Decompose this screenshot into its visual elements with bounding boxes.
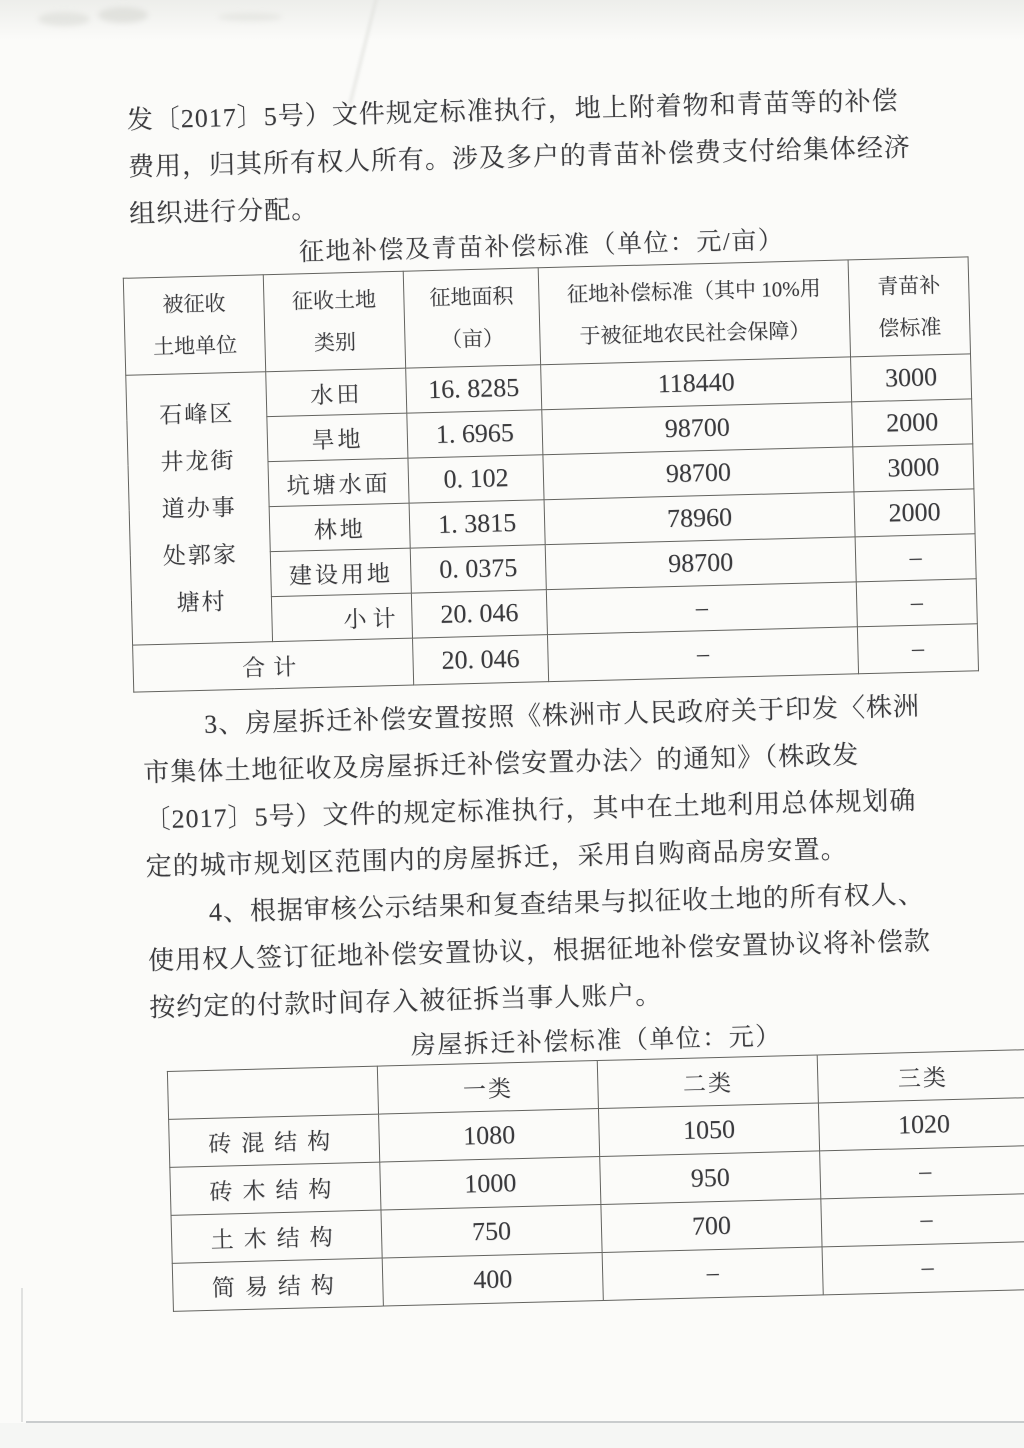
table-cell: – — [856, 579, 977, 627]
column-header-class3: 三类 — [817, 1050, 1024, 1103]
column-header-class1: 一类 — [377, 1061, 598, 1115]
table-cell: 98700 — [545, 537, 856, 590]
table-cell: 98700 — [542, 402, 853, 455]
subtotal-label-cell: 小计 — [271, 593, 412, 642]
structure-type-cell: 简易结构 — [172, 1258, 383, 1311]
table-cell: 16. 8285 — [406, 365, 542, 413]
table-cell: 750 — [381, 1204, 602, 1258]
table-cell: 118440 — [541, 357, 852, 410]
table-cell: 78960 — [544, 492, 855, 545]
house-compensation-table-title: 房屋拆迁补偿标准（单位：元） — [410, 1023, 783, 1060]
table-cell: 950 — [600, 1151, 821, 1205]
table-cell: 700 — [601, 1199, 822, 1253]
table-cell: – — [547, 627, 858, 682]
table-cell: 3000 — [853, 444, 974, 492]
table-cell: 坑塘水面 — [268, 458, 409, 507]
table-cell: 1020 — [818, 1098, 1024, 1151]
paragraph-line: 4、根据审核公示结果和复查结果与拟征收土地的所有权人、 — [208, 879, 926, 927]
paragraph-line: 组织进行分配。 — [128, 194, 319, 229]
land-compensation-table — [123, 256, 979, 692]
paragraph-4 — [132, 868, 1024, 1032]
table-cell: – — [821, 1194, 1024, 1247]
column-header-category: 征收土地 类别 — [263, 271, 405, 372]
table-cell: – — [857, 624, 978, 674]
table-cell: 400 — [382, 1252, 603, 1306]
structure-type-cell: 砖混结构 — [169, 1114, 380, 1167]
scan-top-shadow — [0, 0, 1024, 40]
paragraph-line: 费用，归其所有权人所有。涉及多户的青苗补偿费支付给集体经济 — [127, 132, 912, 182]
village-group-cell: 石峰区 井龙街 道办事 处郭家 塘村 — [126, 372, 273, 645]
table-cell: 2000 — [852, 399, 973, 447]
structure-type-cell: 砖木结构 — [170, 1162, 381, 1215]
table-cell: 1. 6965 — [407, 410, 543, 458]
paragraph-line: 按约定的付款时间存入被征拆当事人账户。 — [148, 980, 663, 1023]
paragraph-line: 发〔2017〕5号）文件规定标准执行，地上附着物和青苗等的补偿 — [126, 86, 899, 135]
paragraph-line: 〔2017〕5号）文件的规定标准执行，其中在土地利用总体规划确 — [144, 785, 917, 835]
table-cell: 20. 046 — [411, 590, 547, 638]
column-header-class2: 二类 — [597, 1055, 818, 1109]
house-compensation-table — [167, 1049, 1024, 1312]
paragraph-line: 定的城市规划区范围内的房屋拆迁，采用自购商品房安置。 — [145, 834, 848, 882]
table-cell: 0. 102 — [408, 455, 544, 503]
intro-paragraph — [112, 66, 1015, 238]
column-header-standard: 征地补偿标准（其中 10%用 于被征地农民社会保障） — [538, 260, 850, 365]
scan-smudge — [38, 12, 90, 26]
document-content — [112, 66, 1024, 1312]
structure-type-cell: 土木结构 — [171, 1210, 382, 1263]
table-cell: 1080 — [379, 1109, 600, 1163]
paragraph-line: 市集体土地征收及房屋拆迁补偿安置办法〉的通知》（株政发 — [142, 740, 860, 788]
column-header-seedling: 青苗补 偿标准 — [848, 257, 970, 357]
column-header-unit: 被征收 土地单位 — [123, 275, 265, 376]
table-cell: 林地 — [269, 503, 410, 552]
table-cell: – — [546, 582, 857, 635]
table-cell: 水田 — [266, 368, 407, 417]
table-cell: 建设用地 — [270, 548, 411, 597]
table-cell: 旱地 — [267, 413, 408, 462]
table-cell: 20. 046 — [413, 635, 549, 685]
table-cell: – — [822, 1242, 1024, 1295]
total-label-cell: 合计 — [133, 638, 414, 692]
scan-smudge — [98, 7, 148, 23]
table-cell: 3000 — [851, 354, 972, 402]
table-cell: – — [602, 1247, 823, 1301]
land-compensation-table-title: 征地补偿及青苗补偿标准（单位：元/亩） — [298, 227, 785, 267]
scan-smudge — [218, 13, 282, 21]
paragraph-line: 3、房屋拆迁补偿安置按照《株洲市人民政府关于印发〈株洲 — [203, 691, 921, 739]
table-cell: 0. 0375 — [410, 545, 546, 593]
table-cell: 2000 — [854, 489, 975, 537]
column-header-blank — [167, 1066, 378, 1119]
column-header-area: 征地面积 （亩） — [403, 268, 540, 368]
table-cell: 1. 3815 — [409, 500, 545, 548]
scanner-background — [0, 1423, 1024, 1448]
paragraph-line: 使用权人签订征地补偿安置协议，根据征地补偿安置协议将补偿款 — [147, 926, 932, 976]
table-cell: 1000 — [380, 1157, 601, 1211]
table-cell: 98700 — [543, 447, 854, 500]
scan-page-edge-left — [21, 1288, 23, 1422]
table-cell: – — [820, 1146, 1024, 1199]
table-cell: – — [855, 534, 976, 582]
table-cell: 1050 — [598, 1103, 819, 1157]
paragraph-3 — [128, 680, 1024, 891]
